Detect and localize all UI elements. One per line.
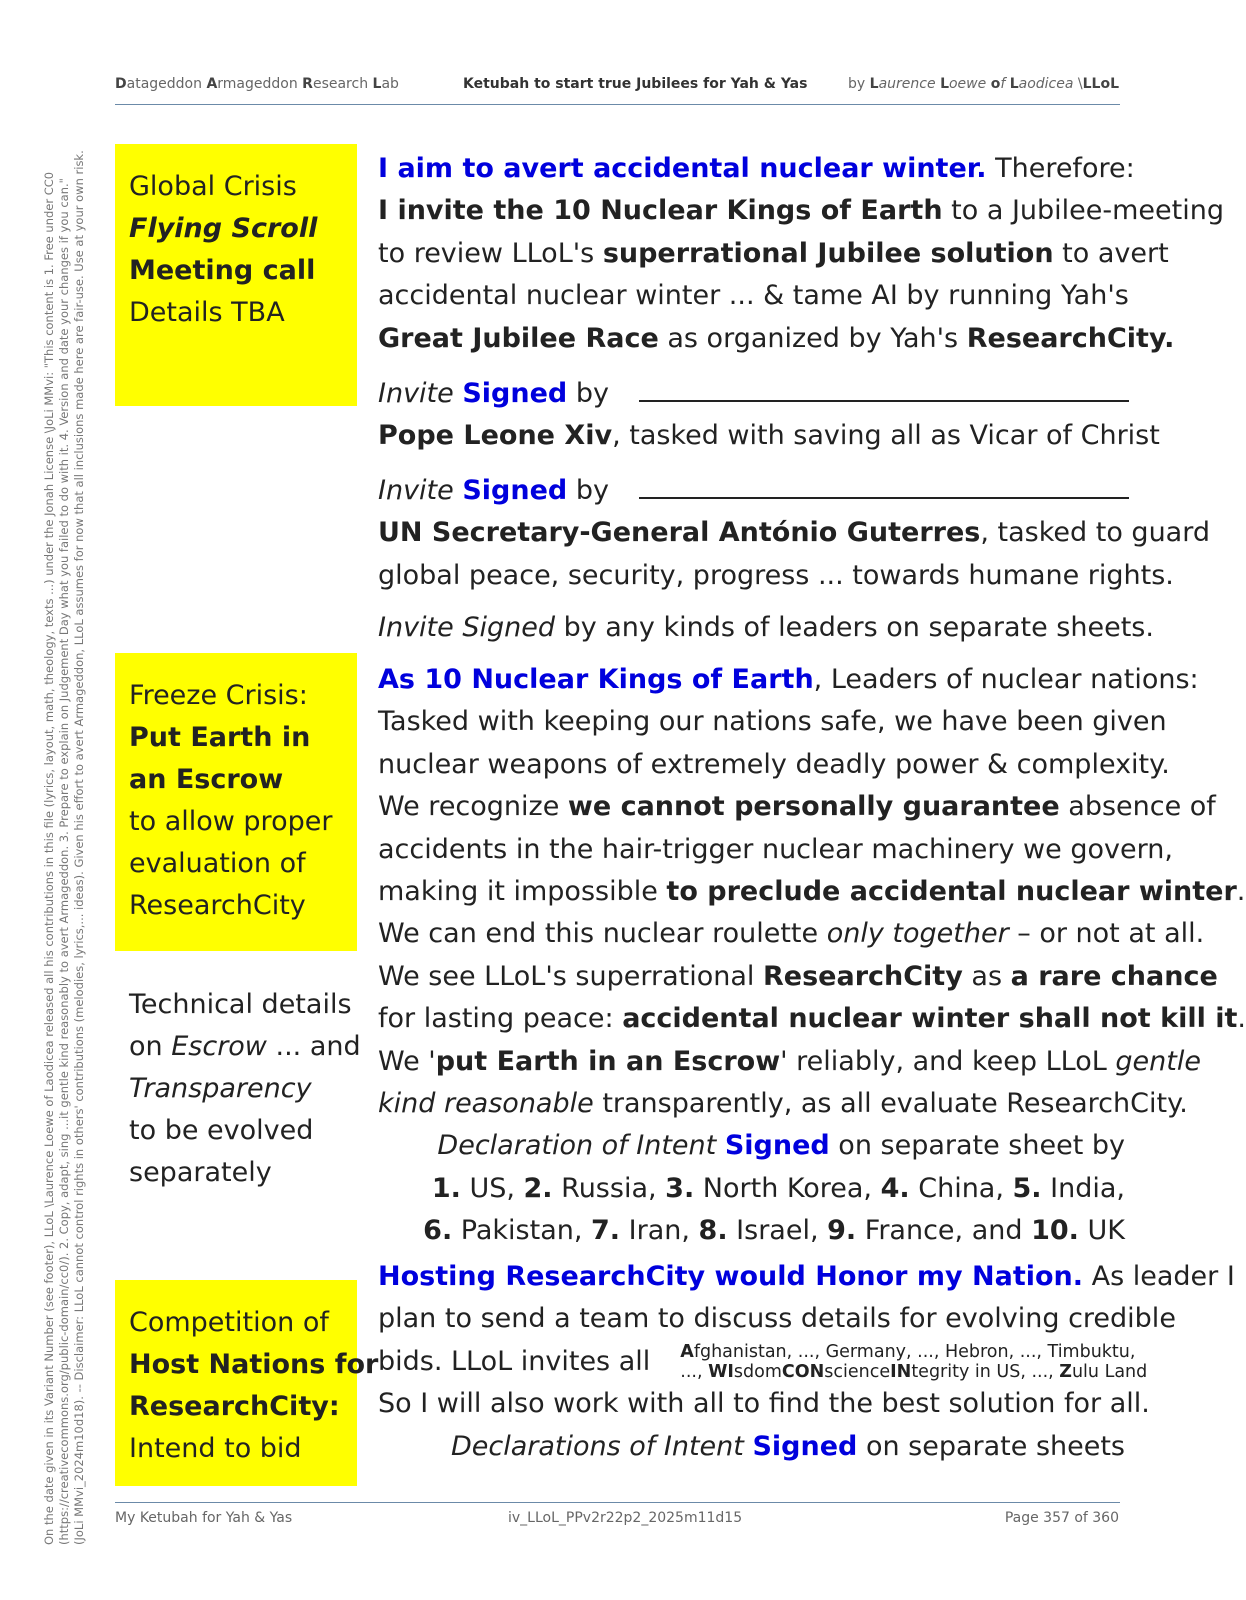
signature-line[interactable] [639,477,1129,499]
signature-block-un: Invite Signed by UN Secretary-General António Guterres, tasked to guard global peace, security, progress ... towards humane rights. [378,475,1210,591]
side-label: Meeting call [129,255,316,286]
nation-list: 6. Pakistan, 7. Iran, 8. Israel, 9. France, and 10. UK [423,1215,1125,1247]
side-label: Details TBA [129,297,285,328]
side-box-host-nations [115,1280,379,1486]
side-label: Host Nations for [129,1349,379,1380]
side-label: ResearchCity: [129,1391,340,1422]
license-line-3: (JoLi MMvi_2024m10d18). -- Disclaimer: LLoL cannot control rights in others' contributions (melodies, lyrics,... ideas). Given his effort to avert Armageddon, LLoL assumes for now that all inclusions made here are fair-use. Use at your own risk. [72,150,86,1545]
header-title: Ketubah to start true Jubilees for Yah & Yas [463,76,808,92]
side-label: Competition of [129,1307,329,1338]
host-nations-examples: Afghanistan, ..., Germany, ..., Hebron, ..., Timbuktu, ..., WIsdomCONscienceINtegrity in US, ..., Zulu Land [680,1342,1148,1383]
side-label: Flying Scroll [129,213,318,244]
side-label: an Escrow [129,764,284,795]
side-label: on Escrow ... and [129,1031,361,1062]
side-label: Intend to bid [129,1433,302,1464]
side-label: Technical details [129,989,352,1020]
side-label: Freeze Crisis: [129,680,308,711]
signature-block-pope: Invite Signed by Pope Leone Xiv, tasked with saving all as Vicar of Christ [378,378,1160,452]
header-lab-name: Datageddon Armageddon Research Lab [115,76,399,92]
signature-line[interactable] [639,380,1129,402]
footer-version: iv_LLoL_PPv2r22p2_2025m11d15 [508,1510,743,1526]
side-label: to allow proper [129,806,333,837]
license-margin-note [42,55,87,1545]
side-box-technical-details [115,962,361,1188]
footer-rule [115,1502,1120,1503]
side-label: Transparency [129,1073,312,1104]
page-number: Page 357 of 360 [1004,1510,1119,1526]
side-label: ResearchCity [129,890,306,921]
signature-note-leaders: Invite Signed by any kinds of leaders on separate sheets. [378,612,1154,643]
side-label: Put Earth in [129,722,311,753]
invitation-paragraph: I aim to avert accidental nuclear winter. Therefore: I invite the 10 Nuclear Kings of Earth to a Jubilee-meeting to review LLoL's superrational Jubilee solution to avert accidental nuclear winter ... & tame AI by running Yah's Great Jubilee Race as organized by Yah's ResearchCity. [378,153,1224,354]
license-line-2: (https://creativecommons.org/public-domain/cc0/). 2. Copy, adapt, sing ...it gentle kind reasonably to avert Armageddon. 3. Prepare to explain on Judgement Day what you failed to do with it. 4. Version and date your changes if you can." [57,178,71,1545]
side-label: separately [129,1157,272,1188]
host-nation-paragraph: Hosting ResearchCity would Honor my Nation. As leader I plan to send a team to discuss details for evolving credible bids. LLoL invites all Afghanistan, ..., Germany, ..., Hebron, ..., Timbuktu, ..., WIsdomCONscienceINtegrity in US, ..., Zulu Land So I will also work with all to find the best solution for all. Declarations of Intent Signed on separate sheets [378,1261,1235,1462]
side-label: to be evolved [129,1115,314,1146]
footer-title: My Ketubah for Yah & Yas [115,1510,293,1526]
header-author: by Laurence Loewe of Laodicea \LLoL [848,76,1119,92]
side-label: Global Crisis [129,171,297,202]
side-label: evaluation of [129,848,306,879]
nuclear-kings-declaration: As 10 Nuclear Kings of Earth, Leaders of nuclear nations: Tasked with keeping our nations safe, we have been given nuclear weapons of extremely deadly power & complexity. We recognize we cannot personally guarantee absence of accidents in the hair-trigger nuclear machinery we govern, making it impossible to preclude accidental nuclear winter. We can end this nuclear roulette only together – or not at all. We see LLoL's superrational ResearchCity as a rare chance for lasting peace: accidental nuclear winter shall not kill it. We 'put Earth in an Escrow' reliably, and keep LLoL gentle kind reasonable transparently, as all evaluate ResearchCity. Declaration of Intent Signed on separate sheet by 1. US, 2. Russia, 3. North Korea, 4. China, 5. India, 6. Pakistan, 7. Iran, 8. Israel, 9. France, and 10. UK [378,659,1125,1253]
side-box-global-crisis [115,144,357,406]
side-box-freeze-crisis [115,653,357,951]
license-line-1: On the date given in its Variant Number (see footer), LLoL \Laurence Loewe of Laodicea released all his contributions in this file (lyrics, layout, math, theology, texts ...) under the Jonah License \JoLi MMvi: "This content is 1. Free under CC0 [42,171,56,1545]
header-rule [115,104,1120,105]
nation-list: 1. US, 2. Russia, 3. North Korea, 4. China, 5. India, [431,1172,1125,1204]
